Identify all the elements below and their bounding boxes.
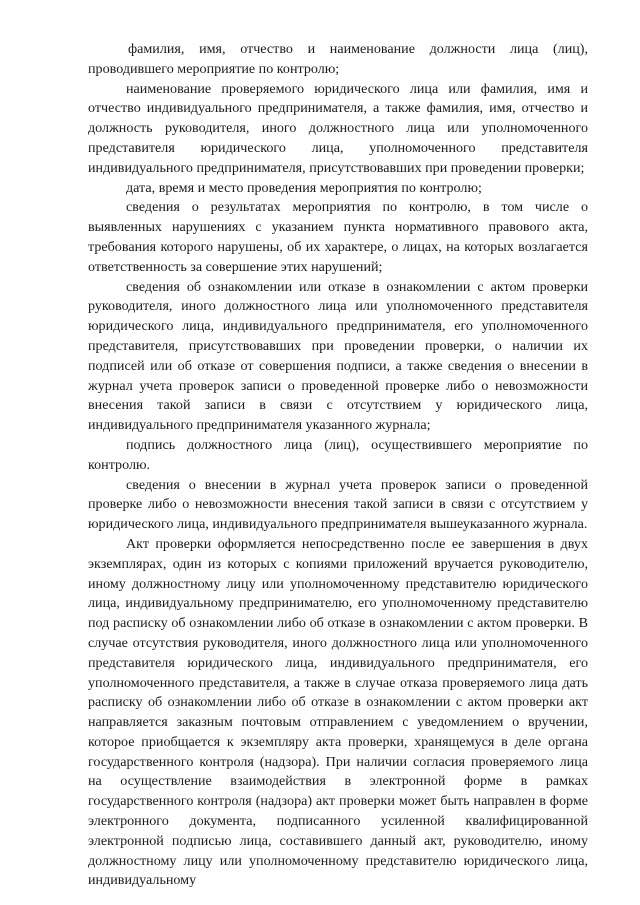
document-page (88, 40, 588, 891)
paragraph-journal-record: сведения о внесении в журнал учета проверок записи о проведенной проверке либо о невозможности внесения такой записи в связи с отсутствием у юридического лица, индивидуального предпринимателя вышеуказанного журнала. (88, 476, 588, 533)
paragraph-results: сведения о результатах мероприятия по контролю, в том числе о выявленных нарушениях с указанием пункта нормативного правового акта, требования которого нарушены, об их характере, о лицах, на которых возлагается ответственность за совершение этих нарушений; (88, 199, 588, 275)
paragraph-act-execution: Акт проверки оформляется непосредственно после ее завершения в двух экземплярах, один из которых с копиями приложений вручается руководителю, иному должностному лицу или уполномоченному представителю юридического лица, индивидуальному предпринимателю, его уполномоченному представителю под расписку об ознакомлении либо об отказе в ознакомлении с актом проверки. В случае отсутствия руководителя, иного должностного лица или уполномоченного представителя юридического лица, индивидуального предпринимателя, его уполномоченного представителя, а также в случае отказа проверяемого лица дать расписку об ознакомлении либо об отказе в ознакомлении с актом проверки акт направляется заказным почтовым отправлением с уведомлением о вручении, которое приобщается к экземпляру акта проверки, хранящемуся в деле органа государственного контроля (надзора). При наличии согласия проверяемого лица на осуществление взаимодействия в электронной форме в рамках государственного контроля (надзора) акт проверки может быть направлен в форме электронного документа, подписанного усиленной квалифицированной электронной подписью лица, составившего данный акт, руководителю, иному должностному лицу или уполномоченному представителю юридического лица, индивидуальному (88, 535, 588, 889)
paragraph-acquaintance: сведения об ознакомлении или отказе в ознакомлении с актом проверки руководителя, иного должностного лица или уполномоченного представителя юридического лица, индивидуального предпринимателя, его уполномоченного представителя, присутствовавших при проведении проверки, о наличии их подписей или об отказе от совершения подписи, а также сведения о внесении в журнал учета проверок записи о проведенной проверке либо о невозможности внесения такой записи в связи с отсутствием у юридического лица, индивидуального предпринимателя указанного журнала; (88, 278, 588, 434)
paragraph-inspected-entity: наименование проверяемого юридического лица или фамилия, имя и отчество индивидуального предпринимателя, а также фамилия, имя, отчество и должность руководителя, иного должностного лица или уполномоченного представителя юридического лица, уполномоченного представителя индивидуального предпринимателя, присутствовавших при проведении проверки; (88, 80, 588, 176)
paragraph-inspector-name: фамилия, имя, отчество и наименование должности лица (лиц), проводившего мероприятие по контролю; (88, 41, 588, 77)
paragraph-signature: подпись должностного лица (лиц), осуществившего мероприятие по контролю. (88, 436, 588, 473)
paragraph-date-time-place: дата, время и место проведения мероприятия по контролю; (126, 179, 482, 196)
